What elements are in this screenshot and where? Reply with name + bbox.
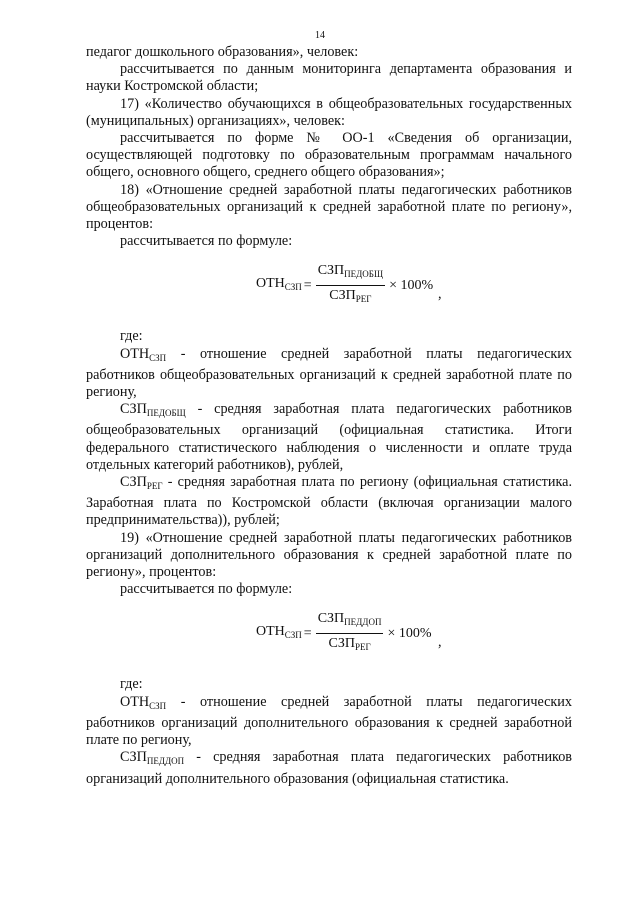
formula-comma: , bbox=[438, 286, 442, 303]
fraction-denominator: $СЗП_{РЕГ}$ bbox=[329, 287, 372, 304]
definition: $ОТН_{СЗП}$ - отношение средней заработной платы педагогических работников организаций дополнительного образования к средней заработной плате по региону, bbox=[86, 693, 572, 749]
multiplier: × 100% bbox=[387, 625, 432, 641]
formula-2 bbox=[86, 608, 572, 660]
formula-comma: , bbox=[438, 634, 442, 651]
definition: $СЗП_{ПЕДОБЩ}$ - средняя заработная плата педагогических работников общеобразовательных организаций (официальная статистика. Итоги федерального статистического наблюдения о численности и оплате труда отдельных категорий работников), рублей, bbox=[86, 401, 572, 473]
fraction-numerator: $СЗП_{ПЕДДОП}$ bbox=[316, 610, 384, 633]
paragraph: 19) «Отношение средней заработной платы педагогических работников организаций дополнительного образования к средней заработной плате по региону», процентов: bbox=[86, 529, 572, 581]
where-label: где: bbox=[120, 328, 143, 345]
formula-lhs: $ОТН_{СЗП}$ bbox=[256, 623, 302, 640]
paragraph: 18) «Отношение средней заработной платы педагогических работников общеобразовательных организаций к средней заработной плате по региону», процентов: bbox=[86, 181, 572, 233]
paragraph: рассчитывается по форме № ОО-1 «Сведения об организации, осуществляющей подготовку по образовательным программам начального общего, основного общего, среднего общего образования»; bbox=[86, 130, 572, 181]
equals-sign: = bbox=[303, 625, 312, 641]
paragraph: педагог дошкольного образования», человек: bbox=[86, 44, 359, 60]
paragraph: рассчитывается по данным мониторинга департамента образования и науки Костромской области; bbox=[86, 61, 572, 95]
paragraph: 17) «Количество обучающихся в общеобразовательных государственных (муниципальных) организациях», человек: bbox=[86, 95, 572, 129]
definition: $СЗП_{РЕГ}$ - средняя заработная плата по региону (официальная статистика. Заработная плата по Костромской области (включая организации малого предпринимательства)), рублей; bbox=[86, 474, 572, 529]
equals-sign: = bbox=[303, 277, 312, 293]
formula-1 bbox=[86, 260, 572, 312]
fraction-denominator: $СЗП_{РЕГ}$ bbox=[328, 635, 371, 652]
formula-lhs: $ОТН_{СЗП}$ bbox=[256, 275, 302, 292]
fraction-numerator: $СЗП_{ПЕДОБЩ}$ bbox=[316, 262, 385, 285]
paragraph: рассчитывается по формуле: bbox=[120, 581, 293, 598]
where-label: где: bbox=[120, 676, 143, 693]
page-number: 14 bbox=[315, 30, 325, 41]
definition: $СЗП_{ПЕДДОП}$ - средняя заработная плата педагогических работников организаций дополнительного образования (официальная статистика. bbox=[86, 749, 572, 787]
multiplier: × 100% bbox=[389, 277, 434, 293]
document-body bbox=[86, 44, 572, 788]
definition: $ОТН_{СЗП}$ - отношение средней заработной платы педагогических работников общеобразовательных организаций к средней заработной плате по региону, bbox=[86, 345, 572, 401]
paragraph: рассчитывается по формуле: bbox=[120, 233, 293, 250]
fraction bbox=[316, 262, 385, 307]
fraction bbox=[316, 610, 384, 655]
